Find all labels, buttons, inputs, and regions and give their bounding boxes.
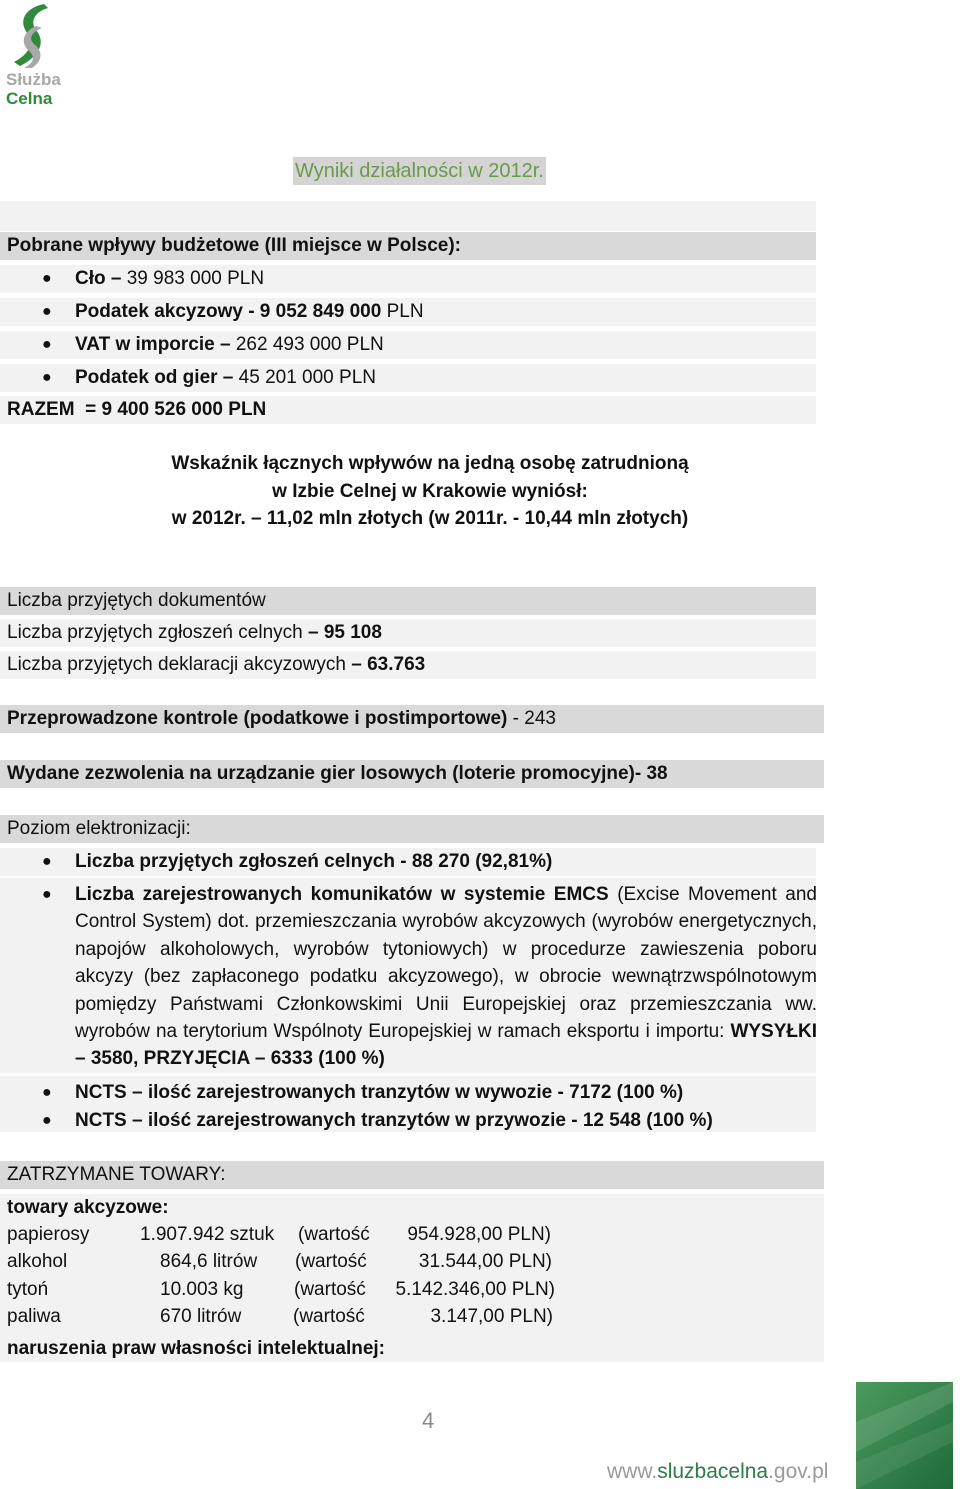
emcs-tail: WYSYŁKI – 3580, PRZYJĘCIA – 6333 (100 %)	[75, 1021, 817, 1070]
seized-val: 31.544,00 PLN)	[418, 1251, 552, 1272]
documents-row-1	[0, 619, 816, 647]
documents-row-2	[0, 651, 816, 679]
seized-row	[7, 1221, 607, 1249]
seized-row	[7, 1248, 607, 1276]
logo-line1: Służba	[6, 70, 61, 89]
budget-item-1-sep: –	[105, 268, 127, 289]
bullet-icon: ●	[42, 336, 52, 353]
bullet-icon: ●	[42, 886, 52, 903]
seized-name: paliwa	[7, 1306, 61, 1327]
budget-item-3-value: 262 493 000 PLN	[235, 334, 384, 355]
documents-row-2-value: – 63.763	[351, 654, 426, 675]
budget-total: RAZEM = 9 400 526 000 PLN	[0, 396, 816, 424]
seized-name: tytoń	[7, 1279, 49, 1300]
emcs-paragraph	[75, 881, 817, 1073]
budget-item-3	[0, 331, 816, 359]
seized-w: (wartość	[294, 1279, 366, 1300]
budget-item-4-label: Podatek od gier	[75, 367, 218, 388]
budget-item-1-label: Cło	[75, 268, 106, 289]
budget-item-2-label: Podatek akcyzowy - 9 052 849 000	[75, 301, 382, 322]
bullet-icon: ●	[42, 853, 52, 870]
page-number: 4	[422, 1408, 435, 1433]
documents-row-1-value: – 95 108	[307, 622, 382, 643]
footer-url-domain: sluzbacelna	[657, 1460, 769, 1483]
footer-url-link[interactable]	[607, 1460, 828, 1484]
footer-url-post: .gov.pl	[768, 1460, 829, 1483]
seized-qty: 10.003 kg	[160, 1279, 244, 1300]
bullet-icon: ●	[42, 1112, 52, 1129]
seized-w: (wartość	[295, 1251, 367, 1272]
page-title: Wyniki działalności w 2012r.	[293, 157, 546, 185]
seized-row	[7, 1276, 607, 1304]
seized-w: (wartość	[293, 1306, 365, 1327]
emcs-text: (Excise Movement and Control System) dot. przemieszczania wyrobów akcyzowych (wyrobów energetycznych, napojów alkoholowych, wyrobów tytoniowych) w procedurze zawieszenia poboru akcyzy (bez zapłaconego podatku akcyzowego), w obrocie wewnątrzwspólnotowym pomiędzy Państwami Członkowskimi Unii Europejskiej oraz przemieszczania ww. wyrobów na terytorium Wspólnoty Europejskiej w ramach eksportu i importu:	[75, 884, 817, 1043]
seized-subheading: towary akcyzowe:	[7, 1197, 169, 1218]
indicator-line2: w Izbie Celnej w Krakowie wyniósł:	[272, 481, 588, 502]
permits-row: Wydane zezwolenia na urządzanie gier losowych (loterie promocyjne)- 38	[0, 760, 824, 788]
electronization-heading: Poziom elektronizacji:	[0, 815, 824, 843]
seized-name: papierosy	[7, 1224, 90, 1245]
budget-item-4	[0, 364, 816, 392]
documents-row-2-label: Liczba przyjętych deklaracji akcyzowych	[7, 654, 352, 675]
documents-heading: Liczba przyjętych dokumentów	[0, 587, 816, 615]
seized-name: alkohol	[7, 1251, 68, 1272]
budget-item-1-value: 39 983 000 PLN	[126, 268, 265, 289]
bullet-icon: ●	[42, 369, 52, 386]
bullet-icon: ●	[42, 303, 52, 320]
footer-url-pre: www.	[607, 1460, 658, 1483]
controls-value: - 243	[507, 708, 556, 729]
controls-label: Przeprowadzone kontrole (podatkowe i postimportowe)	[7, 708, 508, 729]
seized-qty: 1.907.942 sztuk	[140, 1224, 275, 1245]
seized-ip: naruszenia praw własności intelektualnej:	[7, 1338, 386, 1359]
budget-heading: Pobrane wpływy budżetowe (III miejsce w Polsce):	[0, 232, 816, 260]
electronization-item-1-text: Liczba przyjętych zgłoszeń celnych - 88 270 (92,81%)	[75, 851, 553, 872]
budget-item-4-sep: –	[217, 367, 239, 388]
seized-qty: 670 litrów	[160, 1306, 242, 1327]
budget-item-2-value: PLN	[386, 301, 424, 322]
logo-line2: Celna	[6, 89, 53, 108]
seized-row	[7, 1303, 607, 1331]
seized-val: 5.142.346,00 PLN)	[395, 1279, 555, 1300]
seized-w: (wartość	[298, 1224, 370, 1245]
seized-val: 3.147,00 PLN)	[430, 1306, 553, 1327]
budget-item-3-label: VAT w imporcie	[75, 334, 215, 355]
budget-item-2	[0, 298, 816, 326]
indicator-line1: Wskaźnik łącznych wpływów na jedną osobę zatrudnioną	[171, 453, 689, 474]
budget-item-1	[0, 265, 816, 293]
budget-item-4-value: 45 201 000 PLN	[238, 367, 376, 388]
controls-row	[0, 705, 824, 733]
spacer-band	[0, 201, 816, 231]
indicator-line3: w 2012r. – 11,02 mln złotych (w 2011r. - 10,44 mln złotych)	[171, 508, 689, 529]
ncts-item-2-text: NCTS – ilość zarejestrowanych tranzytów w przywozie - 12 548 (100 %)	[75, 1110, 713, 1131]
logo-text	[6, 70, 61, 108]
ncts-item-1-text: NCTS – ilość zarejestrowanych tranzytów w wywozie - 7172 (100 %)	[75, 1082, 684, 1103]
documents-row-1-label: Liczba przyjętych zgłoszeń celnych	[7, 622, 308, 643]
electronization-item-1	[0, 848, 816, 876]
seized-qty: 864,6 litrów	[160, 1251, 258, 1272]
seized-val: 954.928,00 PLN)	[407, 1224, 551, 1245]
budget-item-3-sep: –	[214, 334, 236, 355]
bullet-icon: ●	[42, 270, 52, 287]
bullet-icon: ●	[42, 1084, 52, 1101]
emcs-bold: Liczba zarejestrowanych komunikatów w systemie EMCS	[75, 884, 609, 905]
seized-heading: ZATRZYMANE TOWARY:	[0, 1161, 824, 1189]
brand-square-icon	[856, 1382, 953, 1489]
